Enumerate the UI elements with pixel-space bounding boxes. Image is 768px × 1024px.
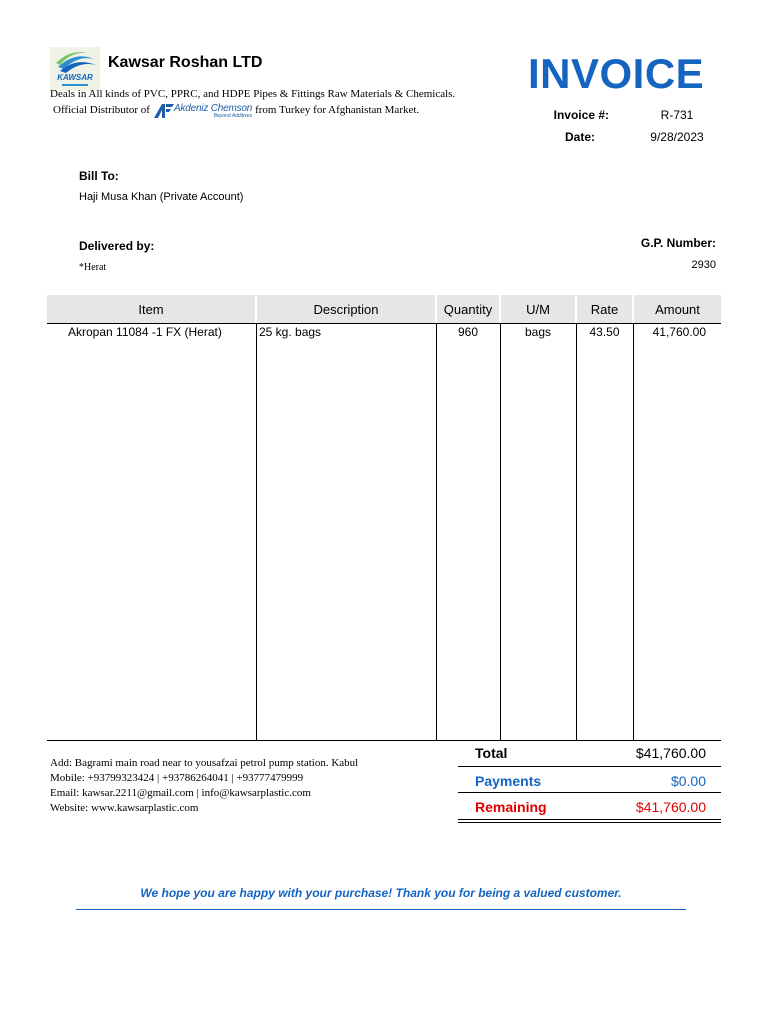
company-name: Kawsar Roshan LTD: [108, 54, 263, 71]
cell-item: Akropan 11084 -1 FX (Herat): [68, 325, 222, 339]
header-quantity: Quantity: [437, 295, 499, 323]
column-divider: [633, 323, 634, 741]
invoice-title: INVOICE: [528, 50, 705, 97]
website-line: Website: www.kawsarplastic.com: [50, 802, 199, 814]
payments-value: $0.00: [670, 773, 706, 789]
total-value: $41,760.00: [635, 745, 706, 761]
cell-rate: 43.50: [589, 325, 620, 339]
totals-divider: [458, 792, 721, 793]
invoice-date: 9/28/2023: [650, 130, 704, 144]
table-bottom-border: [47, 740, 721, 741]
header-um: U/M: [501, 295, 575, 323]
remaining-label: Remaining: [475, 799, 547, 815]
column-divider: [436, 323, 437, 741]
header-item: Item: [47, 295, 255, 323]
company-tagline: Deals in All kinds of PVC, PPRC, and HDPE Pipes & Fittings Raw Materials & Chemicals.: [50, 88, 456, 100]
cell-um: bags: [524, 325, 552, 339]
header-rate: Rate: [577, 295, 632, 323]
gp-number-label: G.P. Number:: [640, 236, 716, 250]
akdeniz-subtitle: Beyond Additives: [213, 113, 253, 119]
distributor-suffix: from Turkey for Afghanistan Market.: [255, 104, 420, 116]
totals-divider: [458, 766, 721, 767]
akdeniz-mark-icon: [154, 104, 174, 118]
cell-quantity: 960: [457, 325, 479, 339]
column-divider: [500, 323, 501, 741]
header-description: Description: [257, 295, 435, 323]
header-amount: Amount: [634, 295, 721, 323]
akdeniz-logo: [154, 104, 252, 119]
logo-text: KAWSAR: [57, 73, 93, 82]
table-header: [47, 295, 721, 323]
akdeniz-brand: Akdeniz Chemson: [173, 103, 253, 114]
header-divider: [47, 323, 721, 324]
distributor-line: [53, 104, 419, 119]
column-divider: [256, 323, 257, 741]
totals-double-underline: [458, 819, 721, 820]
delivered-by-value: *Herat: [79, 262, 107, 273]
company-logo: [50, 47, 100, 91]
contact-info: [50, 756, 358, 816]
delivered-by-label: Delivered by:: [79, 239, 155, 253]
distributor-prefix: Official Distributor of: [53, 104, 150, 116]
invoice-date-label: Date:: [564, 130, 595, 144]
address-line: Add: Bagrami main road near to yousafzai petrol pump station. Kabul: [50, 757, 359, 769]
thank-you-underline: [76, 909, 686, 910]
thank-you-message: We hope you are happy with your purchase! Thank you for being a valued customer.: [140, 886, 622, 900]
gp-number-value: 2930: [691, 259, 716, 271]
bill-to-name: Haji Musa Khan (Private Account): [79, 191, 244, 203]
items-table: [47, 295, 721, 741]
email-line: Email: kawsar.2211@gmail.com | info@kawsarplastic.com: [50, 787, 311, 799]
invoice-number: R-731: [660, 108, 694, 122]
column-divider: [576, 323, 577, 741]
total-label: Total: [475, 745, 508, 761]
totals-double-underline: [458, 822, 721, 823]
cell-amount: 41,760.00: [652, 325, 706, 339]
invoice-number-label: Invoice #:: [553, 108, 609, 122]
remaining-value: $41,760.00: [635, 799, 706, 815]
cell-description: 25 kg. bags: [259, 325, 322, 339]
mobile-line: Mobile: +93799323424 | +93786264041 | +93777479999: [50, 772, 304, 784]
payments-label: Payments: [475, 773, 542, 789]
bill-to-label: Bill To:: [79, 169, 119, 183]
